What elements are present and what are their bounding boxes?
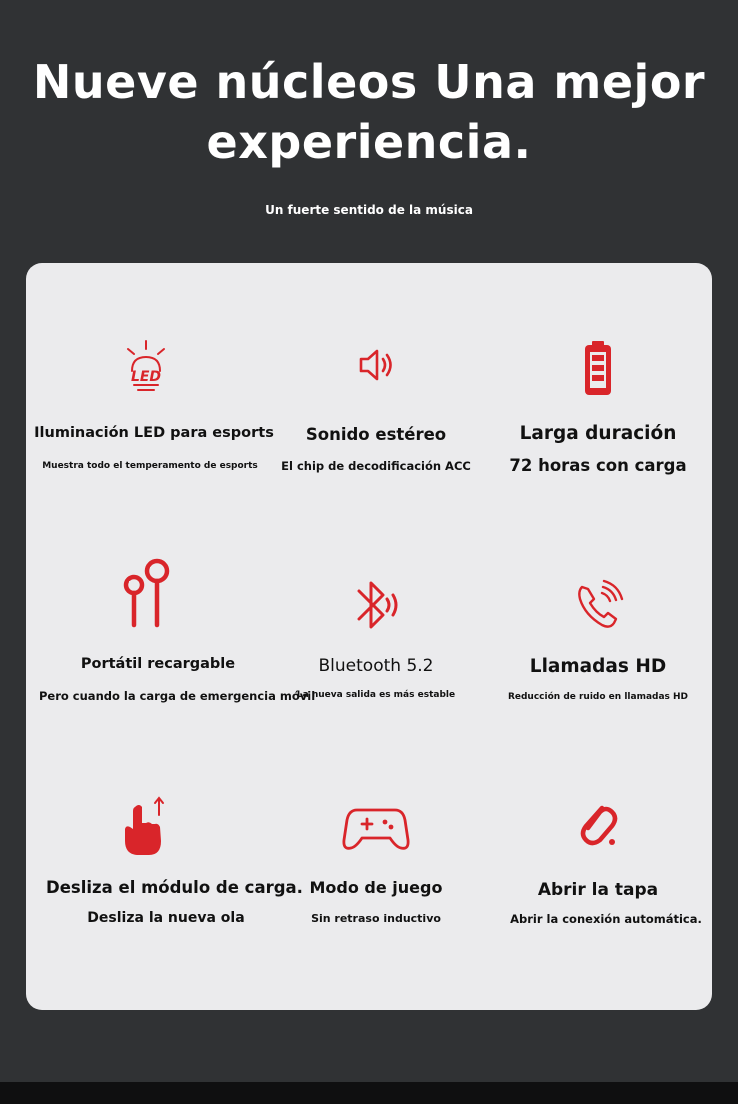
- feature-desc: Abrir la conexión automática.: [510, 912, 702, 926]
- feature-desc: Muestra todo el temperamento de esports: [42, 461, 258, 471]
- feature-title: Sonido estéreo: [305, 425, 447, 444]
- link-icon: [478, 798, 718, 862]
- feature-desc: Pero cuando la carga de emergencia móvil: [39, 689, 316, 703]
- bottom-bar: [0, 1082, 738, 1104]
- phone-call-icon: [478, 573, 718, 637]
- feature-desc: Sin retraso inductivo: [311, 912, 441, 925]
- earbuds-icon: [26, 553, 266, 617]
- page-title: [0, 52, 738, 172]
- feature-title: Iluminación LED para esports: [34, 425, 274, 441]
- feature-desc: El chip de decodificación ACC: [281, 459, 471, 473]
- feature-desc: Desliza la nueva ola: [87, 910, 245, 926]
- speaker-icon: [256, 335, 496, 399]
- title-line-2: experiencia.: [206, 115, 532, 169]
- feature-title: Abrir la tapa: [537, 880, 659, 900]
- feature-title: Llamadas HD: [529, 656, 667, 677]
- feature-desc: Reducción de ruido en llamadas HD: [507, 692, 689, 702]
- led-icon-text: LED: [130, 369, 162, 385]
- feature-title: Portátil recargable: [80, 656, 236, 672]
- feature-desc: 72 horas con carga: [509, 456, 687, 475]
- feature-title: Desliza el módulo de carga.: [46, 878, 303, 897]
- swipe-hand-icon: [26, 793, 266, 857]
- bluetooth-icon: [256, 573, 496, 637]
- page-subtitle: Un fuerte sentido de la música: [265, 203, 473, 217]
- feature-title: Bluetooth 5.2: [318, 656, 434, 676]
- battery-icon: [478, 335, 718, 399]
- features-card: [26, 263, 712, 1010]
- feature-title: Larga duración: [519, 423, 677, 444]
- title-line-1: Nueve núcleos Una mejor: [32, 55, 706, 109]
- feature-desc: La nueva salida es más estable: [296, 690, 456, 700]
- gamepad-icon: [256, 798, 496, 862]
- feature-title: Modo de juego: [309, 878, 443, 897]
- led-icon: [26, 335, 266, 399]
